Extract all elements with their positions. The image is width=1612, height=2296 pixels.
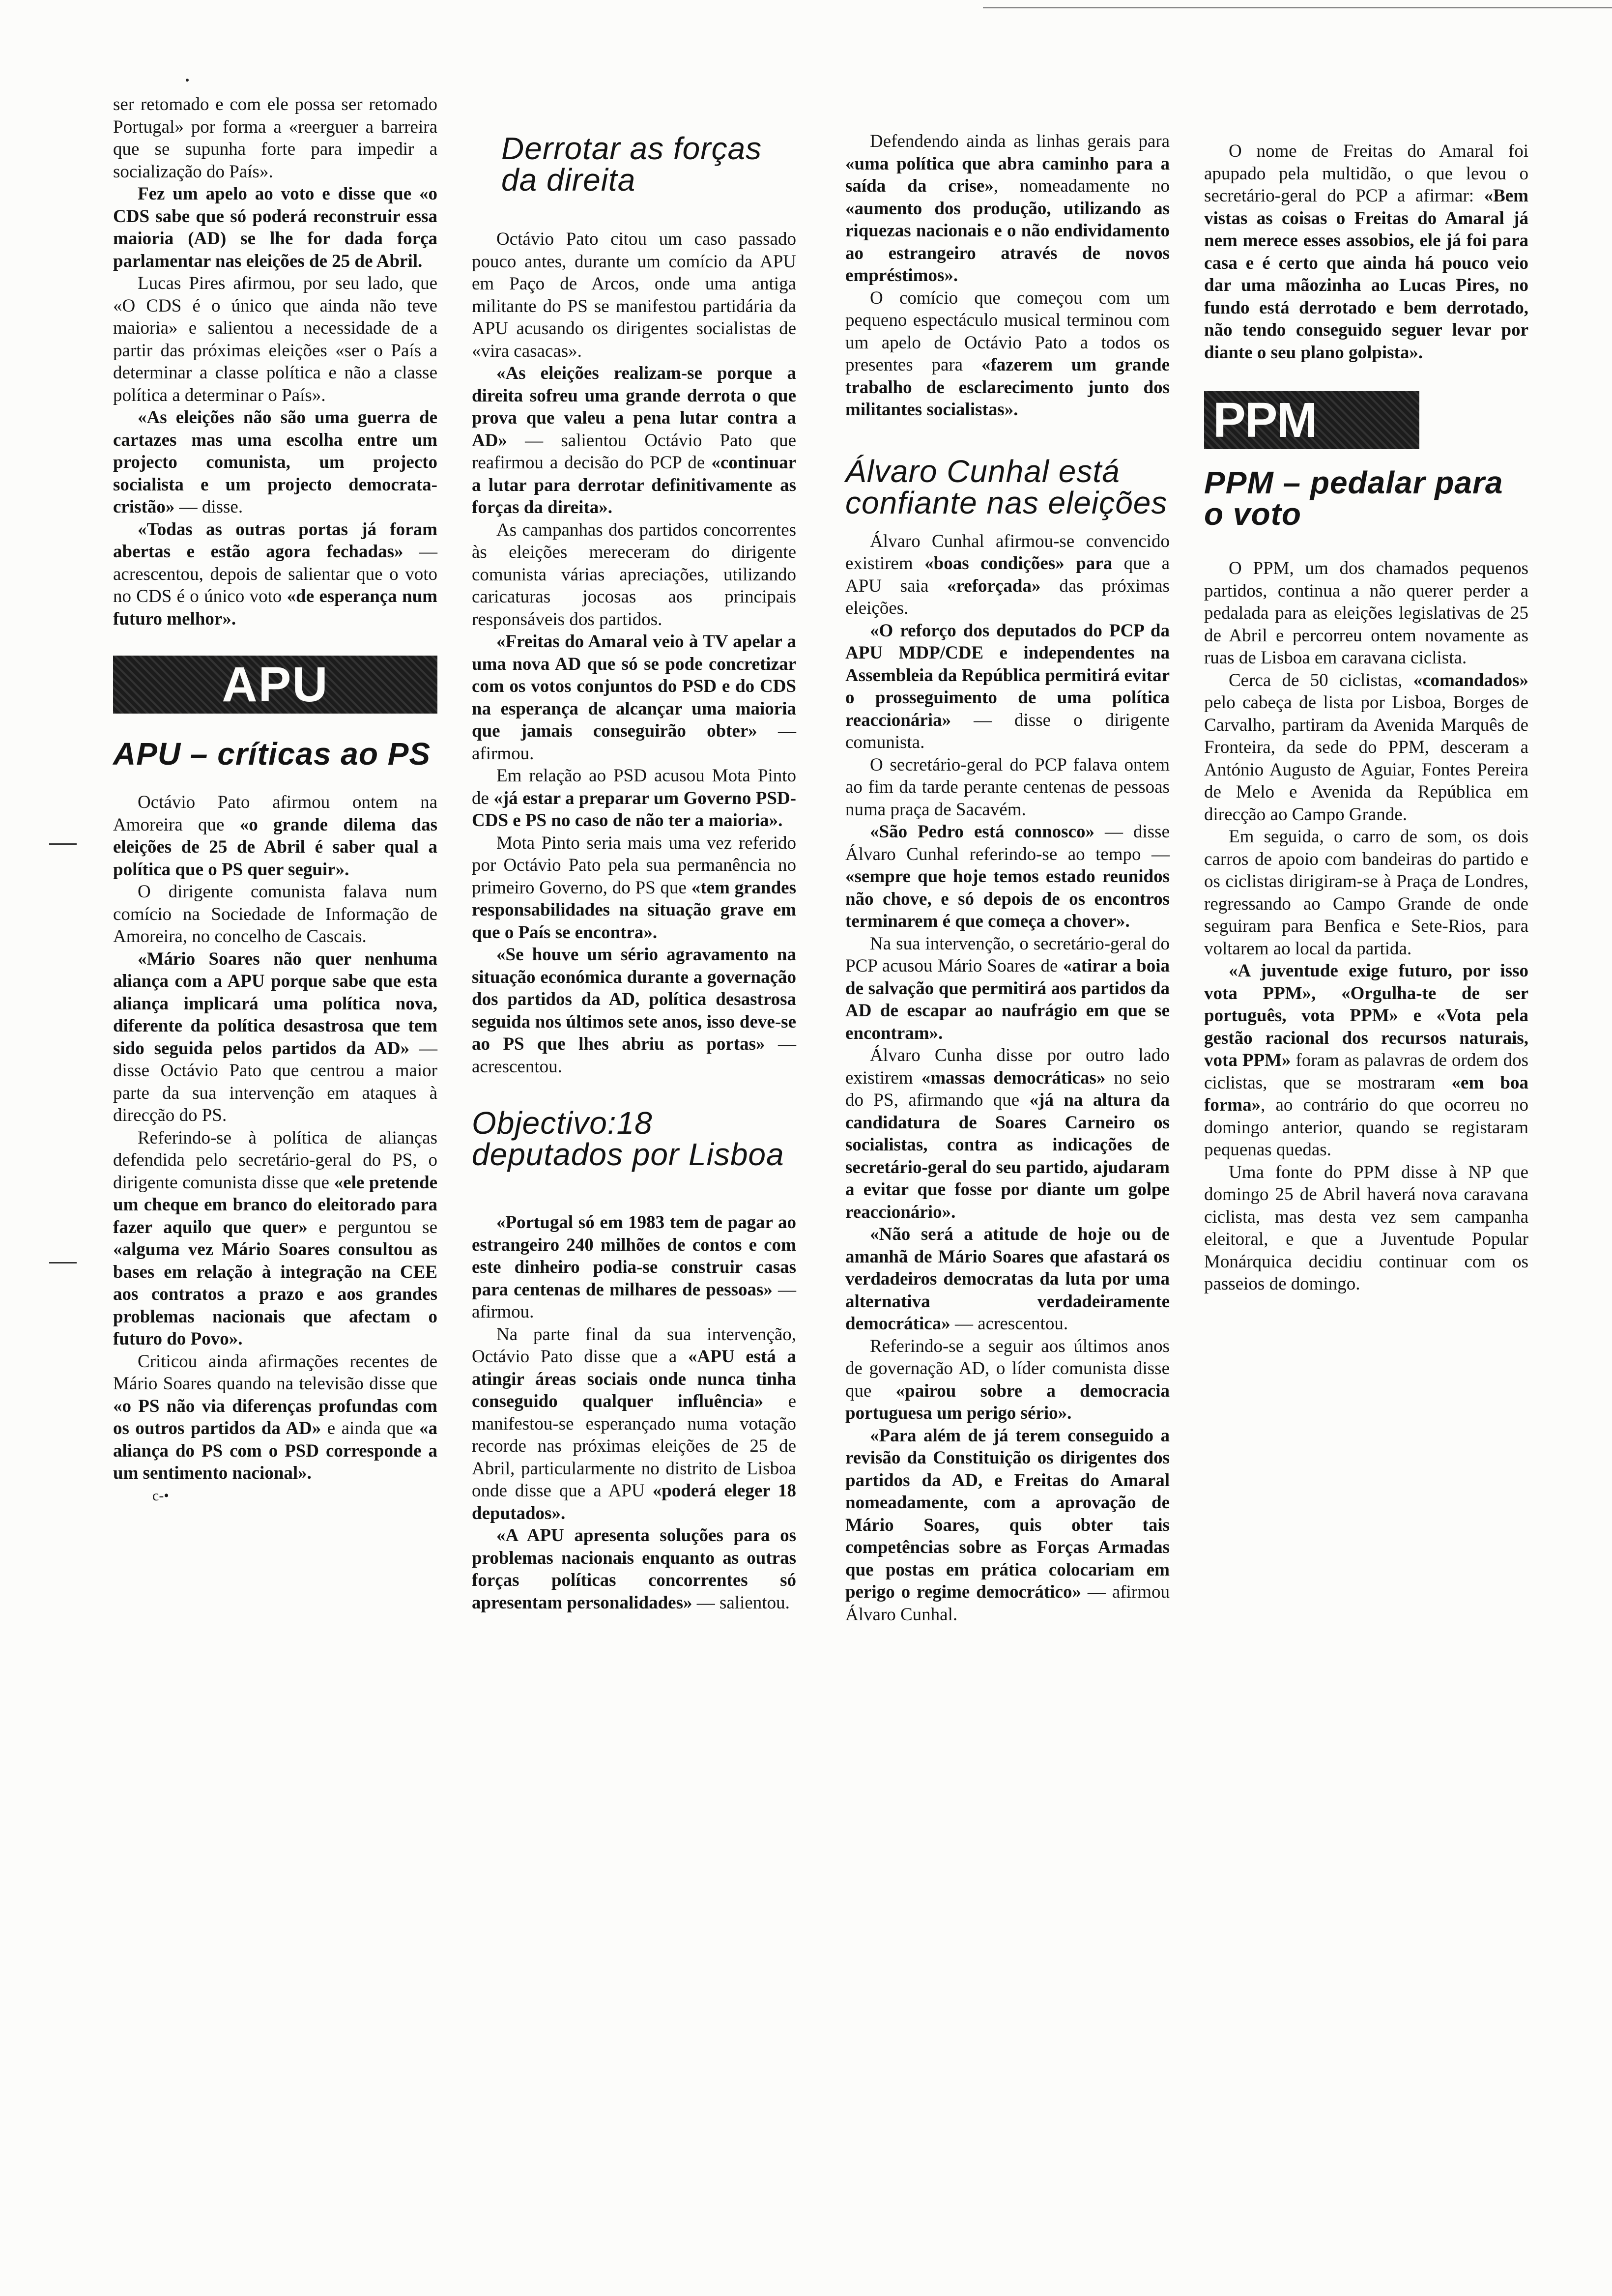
ppm-logo: PPM: [1204, 391, 1419, 449]
paragraph: Referindo-se à política de alianças defendida pelo secretário-geral do PS, o dirigente comunista disse que «ele pretende um cheque em branco do eleitorado para fazer aquilo que quer» e perguntou se «alguma vez Mário Soares consultou as bases em relação à integração na CEE aos contratos a prazo e aos grandes problemas nacionais que afectam o futuro do Povo».: [113, 1127, 437, 1349]
paragraph: «As eleições realizam-se porque a direita sofreu uma grande derrota o que prova que valeu a pena lutar contra a AD» — salientou Octávio Pato que reafirmou a decisão do PCP de «continuar a lutar para derrotar definitivamente as forças da direita».: [472, 363, 796, 517]
paragraph: Álvaro Cunha disse por outro lado existirem «massas democráticas» no seio do PS, afirmando que «já na altura da candidatura de Soares Carneiro os socialistas, contra as indicações de secretário-geral do seu partido, ajudaram a evitar que fosse por diante um golpe reaccionário».: [845, 1045, 1170, 1222]
binding-mark: [186, 79, 189, 82]
paragraph: «O reforço dos deputados do PCP da APU MDP/CDE e independentes na Assembleia da República permitirá evitar o prosseguimento de uma política reaccionária» — disse o dirigente comunista.: [845, 620, 1170, 752]
paragraph: «Se houve um sério agravamento na situação económica durante a governação dos partidos da AD, política desastrosa seguida nos últimos sete anos, isso deve-se ao PS que lhes abriu as portas» — acrescentou.: [472, 945, 797, 1077]
margin-mark-bottom: [49, 1262, 77, 1263]
section-heading-derrotar: Derrotar as forças da direita: [501, 131, 762, 198]
paragraph: Em relação ao PSD acusou Mota Pinto de «já estar a preparar um Governo PSD-CDS e PS no caso de não ter a maioria».: [472, 766, 796, 831]
paragraph: «Todas as outras portas já foram abertas e estão agora fechadas» — acrescentou, depois de salientar que o voto no CDS é o único voto «de esperança num futuro melhor».: [113, 519, 437, 629]
paragraph: Álvaro Cunhal afirmou-se convencido existirem «boas condições» para que a APU saia «reforçada» das próximas eleições.: [845, 531, 1170, 618]
paragraph: Criticou ainda afirmações recentes de Mário Soares quando na televisão disse que «o PS não via diferenças profundas com os outros partidos da AD» e ainda que «a aliança do PS com o PSD corresponde a um sentimento nacional».: [113, 1351, 437, 1483]
section-heading-objectivo: Objectivo:18 deputados por Lisboa: [472, 1105, 784, 1172]
column-1: [113, 93, 437, 1507]
paragraph: O secretário-geral do PCP falava ontem ao fim da tarde perante centenas de pessoas numa praça de Sacavém.: [845, 754, 1170, 820]
section-heading-cunhal: Álvaro Cunhal está confiante nas eleições: [845, 453, 1168, 520]
column-2: [472, 133, 796, 1614]
paragraph: Uma fonte do PPM disse à NP que domingo 25 de Abril haverá nova caravana ciclista, mas desta vez sem campanha eleitoral, e que a Juventude Popular Monárquica decidiu continuar com os passeios de domingo.: [1204, 1162, 1528, 1294]
paragraph: «São Pedro está connosco» — disse Álvaro Cunhal referindo-se ao tempo — «sempre que hoje temos estado reunidos não chove, e só depois de os encontros terminarem é que começa a chover».: [845, 822, 1170, 931]
paragraph: Octávio Pato citou um caso passado pouco antes, durante um comício da APU em Paço de Arcos, onde uma antiga militante do PS se manifestou partidária da APU acusando os dirigentes socialistas de «vira casacas».: [472, 229, 796, 361]
paragraph: «Mário Soares não quer nenhuma aliança com a APU porque sabe que esta aliança implicará uma política nova, diferente da política desastrosa que tem sido seguida pelos partidos da AD» — disse Octávio Pato que centrou a maior parte da sua intervenção em ataques à direcção do PS.: [113, 948, 437, 1125]
paragraph: «A APU apresenta soluções para os problemas nacionais enquanto as outras forças políticas concorrentes só apresentam personalidades» — salientou.: [472, 1525, 796, 1613]
margin-mark-top: [49, 843, 77, 845]
paragraph: Defendendo ainda as linhas gerais para «uma política que abra caminho para a saída da crise», nomeadamente no «aumento dos produção, utilizando as riquezas nacionais e o não endividamento ao estrangeiro através de novos empréstimos».: [845, 131, 1170, 286]
paragraph: «As eleições não são uma guerra de cartazes mas uma escolha entre um projecto comunista, um projecto socialista e um projecto democrata-cristão» — disse.: [113, 407, 437, 517]
end-mark: c-•: [152, 1487, 169, 1504]
paragraph: «A juventude exige futuro, por isso vota PPM», «Orgulha-te de ser português, vota PPM» e «Vota pela gestão racional dos recursos naturais, vota PPM» foram as palavras de ordem dos ciclistas, que se mostraram «em boa forma», ao contrário do que ocorreu no domingo anterior, quando se registaram pequenas quedas.: [1204, 961, 1529, 1160]
apu-logo: APU: [113, 656, 437, 714]
paragraph: Na sua intervenção, o secretário-geral do PCP acusou Mário Soares de «atirar a boia de salvação que permitirá aos partidos da AD de escapar ao naufrágio em que se encontram».: [845, 933, 1170, 1043]
paragraph: Na parte final da sua intervenção, Octávio Pato disse que a «APU está a atingir áreas sociais onde nunca tinha conseguido qualquer influência» e manifestou-se esperançado numa votação recorde nas próximas eleições de 25 de Abril, particularmente no distrito de Lisboa onde disse que a APU «poderá eleger 18 deputados».: [472, 1324, 797, 1523]
paragraph: O dirigente comunista falava num comício na Sociedade de Informação de Amoreira, no concelho de Cascais.: [113, 882, 437, 947]
paragraph: «Não será a atitude de hoje ou de amanhã de Mário Soares que afastará os verdadeiros democratas da luta por uma alternativa verdadeiramente democrática» — acrescentou.: [845, 1224, 1170, 1334]
column-3: [845, 130, 1170, 1626]
paragraph: O comício que começou com um pequeno espectáculo musical terminou com um apelo de Octávio Pato a todos os presentes para «fazerem um grande trabalho de esclarecimento junto dos militantes socialistas».: [845, 287, 1170, 420]
column-4: [1204, 140, 1528, 1295]
paragraph: Mota Pinto seria mais uma vez referido por Octávio Pato pela sua permanência no primeiro Governo, do PS que «tem grandes responsabilidades na situação grave em que o País se encontra».: [472, 832, 797, 943]
top-rule: [983, 7, 1612, 8]
paragraph: Referindo-se a seguir aos últimos anos de governação AD, o líder comunista disse que «pairou sobre a democracia portuguesa um perigo sério».: [845, 1336, 1170, 1423]
paragraph: Em seguida, o carro de som, os dois carros de apoio com bandeiras do partido e os ciclistas dirigiram-se à Praça de Londres, regressando ao Campo Grande de onde seguiram para Benfica e Sete-Rios, para voltarem ao local da partida.: [1204, 827, 1528, 959]
paragraph: Fez um apelo ao voto e disse que «o CDS sabe que só poderá reconstruir essa maioria (AD) se lhe for dada força parlamentar nas eleições de 25 de Abril.: [113, 184, 437, 271]
paragraph: Octávio Pato afirmou ontem na Amoreira que «o grande dilema das eleições de 25 de Abril é saber qual a política que o PS quer seguir».: [113, 792, 437, 880]
paragraph: Lucas Pires afirmou, por seu lado, que «O CDS é o único que ainda não teve maioria» e salientou a necessidade de a partir das próximas eleições «ser o País a determinar a classe política e não a classe política a determinar o País».: [113, 273, 437, 405]
paragraph: «Para além de já terem conseguido a revisão da Constituição os dirigentes dos partidos da AD, e Freitas do Amaral nomeadamente, com a aprovação de Mário Soares, quis obter tais competências sobre as Forças Armadas que postas em prática colocariam em perigo o regime democrático» — afirmou Álvaro Cunhal.: [845, 1425, 1170, 1625]
paragraph: Cerca de 50 ciclistas, «comandados» pelo cabeça de lista por Lisboa, Borges de Carvalho, partiram da Avenida Marquês de Fronteira, da sede do PPM, desceram a António Augusto de Aguiar, Fontes Pereira de Melo e Avenida da República em direcção ao Campo Grande.: [1204, 670, 1528, 825]
paragraph: «Portugal só em 1983 tem de pagar ao estrangeiro 240 milhões de contos e com este dinheiro podia-se construir casas para centenas de milhares de pessoas» — afirmou.: [472, 1212, 797, 1322]
paragraph: O nome de Freitas do Amaral foi apupado pela multidão, o que levou o secretário-geral do PCP a afirmar: «Bem vistas as coisas o Freitas do Amaral já nem merece esses assobios, ele já foi para casa e é certo que ainda há pouco veio dar uma mãozinha ao Lucas Pires, no fundo está derrotado e bem derrotado, não tendo conseguido seguer levar por diante o seu plano golpista».: [1204, 141, 1528, 363]
paragraph: O PPM, um dos chamados pequenos partidos, continua a não querer perder a pedalada para as eleições legislativas de 25 de Abril e percorreu ontem novamente as ruas de Lisboa em caravana ciclista.: [1204, 558, 1528, 668]
paragraph: As campanhas dos partidos concorrentes às eleições mereceram do dirigente comunista várias apreciações, utilizando caricaturas jocosas aos principais responsáveis dos partidos.: [472, 519, 796, 630]
paragraph: ser retomado e com ele possa ser retomado Portugal» por forma a «reerguer a barreira que se supunha forte para impedir a socialização do País».: [113, 94, 437, 182]
paragraph: «Freitas do Amaral veio à TV apelar a uma nova AD que só se pode concretizar com os votos conjuntos do PSD e do CDS na esperança de alcançar uma maioria que jamais conseguirão obter» — afirmou.: [472, 631, 796, 764]
section-heading-apu: APU – críticas ao PS: [113, 736, 431, 772]
section-heading-ppm: PPM – pedalar para o voto: [1204, 465, 1503, 532]
